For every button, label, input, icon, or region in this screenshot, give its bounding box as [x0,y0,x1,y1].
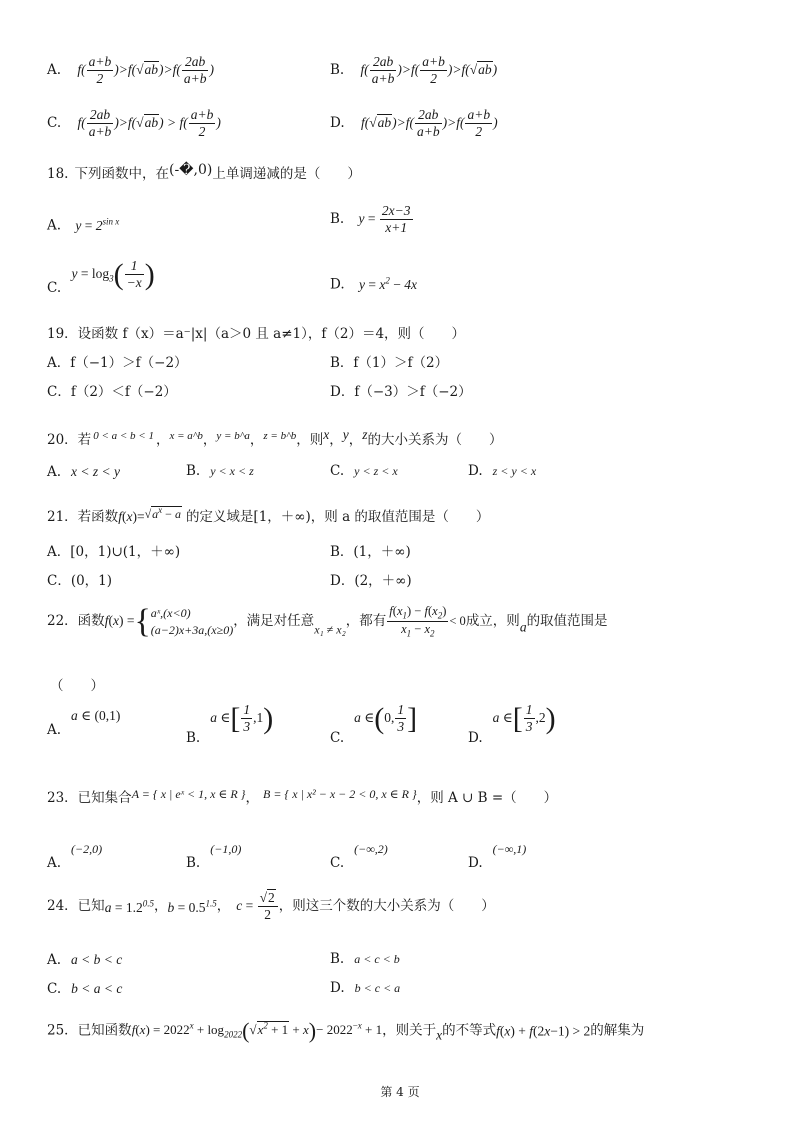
option-label: C. [47,114,62,131]
stem-text: 上单调递减的是（ ） [212,166,361,182]
option-label: C. [47,981,62,997]
option-expression: a < b < c [71,952,123,967]
option-label: A. [47,61,62,78]
option-expression: b < a < c [71,981,123,996]
difference-quotient: $\frac{f(x_1) - f(x_2)}{x_1 - x_2}$ < 0 [389,604,466,639]
q21-option-d: D．(2，＋∞) [330,573,412,589]
q22-stem [47,604,608,640]
q18-b-formula: y = $\frac{2x-3}{x+1}$ [358,203,411,236]
q20-option-a [47,465,120,480]
option-expression: (−∞,2) [354,842,388,856]
option-label: B. [186,855,201,871]
q24-option-b [330,953,400,967]
variable: a [519,619,527,635]
option-label: B. [330,61,345,78]
q17-c-formula: f( $\frac{2ab}{a+b}$ )>f(√ab) > f( $\frac{a+b}{2}$ ) [77,107,221,140]
q22-c-formula: a ∈(0, $\frac{1}{3}$ ] [354,701,418,735]
option-expression: (−∞,1) [492,842,527,856]
option-label: D. [330,276,345,293]
condition-expression: 0 < a < b < 1 [93,430,154,442]
q21-option-a: A．[0，1)∪(1，＋∞) [47,544,181,560]
set-a: A = { x | eˣ < 1, x ∈ R } [131,787,246,801]
q23-option-d [468,843,526,871]
stem-text: ，则 A ∪ B =（ ） [416,790,558,806]
option-expression: x < z < y [71,464,121,479]
q25-stem [47,1020,644,1042]
q23-option-a [47,843,102,871]
q19-option-c: C．f（2）＜f（−2） [47,384,177,400]
q22-option-b [186,702,273,745]
option-label: A. [47,722,62,738]
stem-text: ，都有 [345,613,387,630]
interval-expression: (-�,0) [168,162,213,178]
stem-text: ，则关于 [382,1022,437,1039]
q22-option-a [47,709,120,738]
q23-option-b [186,843,241,871]
q18-option-b [330,203,414,236]
q17-d-formula: f(√ab)>f( $\frac{2ab}{a+b}$ )>f( $\frac{a+b}{2}$ ) [360,107,498,140]
option-label: D. [468,463,483,479]
option-label: A. [47,217,62,234]
stem-text: 的解集为 [590,1022,645,1039]
stem-text: ，满足对任意 [233,613,315,630]
option-label: A. [47,952,62,968]
option-label: C. [330,855,345,871]
a-definition: $a = 1.2^{0.5}$ [104,898,154,915]
option-expression: y < x < z [210,464,254,478]
q18-stem [47,163,361,182]
q18-option-d [330,276,417,292]
option-label: C. [47,279,62,296]
q18-c-formula: $y = \log_3$( $\frac{1}{-x}$ ) [71,257,155,291]
x-definition: x = a^b [169,430,203,442]
c-definition: c = $\frac{√2}{2}$ [236,898,279,913]
q17-option-c [47,107,221,140]
q21-func: f(x)= [118,509,145,524]
q19-stem: 19．设函数 f（x）＝a⁻|x|（a＞0 且 a≠1），f（2）＝4，则（ ） [47,326,466,342]
set-b: B = { x | x² − x − 2 < 0, x ∈ R } [262,787,417,801]
q22-a-formula: a ∈ (0,1) [71,708,121,723]
q18-d-formula: $y = x^2 - 4x$ [358,275,417,292]
sqrt-expression: $√a^x - a$ [144,505,181,521]
q17-a-formula: f( $\frac{a+b}{2}$ )>f(√ab)>f( $\frac{2ab}{a+b}$ ) [77,54,214,87]
q22-answer-paren: （ ） [50,678,104,694]
q18-a-formula: $y = 2^{sin x}$ [75,216,120,233]
q23-stem: 23．已知集合A = { x | eˣ < 1, x ∈ R }， B = { x | x² − x − 2 < 0, x ∈ R }，则 A ∪ B =（ ） [47,787,558,806]
option-label: C. [330,463,345,479]
stem-text: ，则这三个数的大小关系为（ ） [278,897,495,914]
q22-option-d [468,702,556,745]
q24-stem: 24．已知$a = 1.2^{0.5}$，$b = 0.5^{1.5}$， c = $\frac{√2}{2}$ ，则这三个数的大小关系为（ ） [47,890,495,923]
variable: x [436,1027,443,1043]
stem-text: 下列函数中，在 [74,166,169,182]
option-label: B. [186,729,201,746]
q17-b-formula: f( $\frac{2ab}{a+b}$ )>f( $\frac{a+b}{2}$ )>f(√ab) [360,54,498,87]
question-number: 22．函数 [47,613,105,630]
q22-option-c [330,702,417,745]
option-label: B. [186,463,201,479]
q17-option-a [47,54,214,87]
z-definition: z = b^b [263,430,297,442]
q19-option-d: D．f（−3）＞f（−2） [330,384,472,400]
question-number: 20．若 [47,432,92,448]
option-expression: a < c < b [354,952,400,966]
piece-2: (a−2)x+3a,(x≥0) [150,622,234,637]
stem-text: 的定义域是[1，＋∞)，则 a 的取值范围是（ ） [185,509,490,525]
stem-text: 成立，则 [465,613,520,630]
q22-b-formula: a ∈[ $\frac{1}{3}$ ,1) [210,701,274,735]
b-definition: $b = 0.5^{1.5}$ [167,898,217,915]
page-footer: 第 4 页 [380,1085,420,1099]
q20-option-d [468,465,536,479]
question-number: 25．已知函数 [47,1022,132,1039]
option-label: A. [47,855,62,871]
option-label: D. [330,980,345,996]
q18-option-a [47,217,119,233]
question-number: 18. [47,166,69,182]
stem-text: 的不等式 [442,1022,497,1039]
option-expression: (−2,0) [71,842,103,856]
question-number: 23．已知集合 [47,790,132,806]
option-label: B. [330,951,345,967]
option-label: C. [330,729,345,746]
q20-stem: 20．若 $^{0 < a < b < 1}$ ，$^{x = a\^{}b}$，$^{y = b\^{}a}$，$^{z = b\^{}b}$，则x，y，z的大小关系为（ ） [47,427,503,448]
q21-stem [47,506,489,525]
piece-1: aˣ,(x<0) [150,606,191,620]
piecewise-function: f(x) ={ aˣ,(x<0) (a−2)x+3a,(x≥0) [104,602,234,640]
q20-option-b [186,465,254,479]
q23-option-c [330,843,388,871]
q22-d-formula: a ∈[ $\frac{1}{3}$ ,2) [492,701,556,735]
stem-text: 的大小关系为（ ） [367,432,503,448]
option-expression: z < y < x [492,464,537,478]
y-definition: y = b^a [216,430,250,442]
option-expression: b < c < a [354,981,401,995]
q24-option-d [330,982,400,996]
q25-function: $f(x) = 2022^x + \log_{2022}(√x^2 + 1 + x)- 2022^{-x} + 1$ [131,1018,383,1043]
q19-option-a: A．f（−1）＞f（−2） [47,355,188,371]
option-label: D. [468,855,483,871]
option-expression: (−1,0) [210,842,242,856]
q17-option-b [330,54,497,87]
q17-option-d [330,107,498,140]
question-number: 24．已知 [47,897,105,914]
q24-option-a [47,953,122,968]
option-label: B. [330,210,345,227]
q21-option-c: C．(0，1) [47,573,113,589]
q25-inequality: f(x) + f(2x−1) > 2 [496,1023,591,1039]
q20-option-c [330,465,398,479]
option-label: D. [330,114,345,131]
condition-expression: x₁ ≠ x₂ [314,622,346,637]
option-label: A. [47,464,62,480]
stem-text: 的取值范围是 [526,613,608,630]
q21-option-b: B．(1，＋∞) [330,544,411,560]
q18-option-c [47,258,155,295]
q24-option-c [47,982,122,997]
q19-option-b: B．f（1）＞f（2） [330,355,449,371]
option-label: D. [468,729,483,746]
option-expression: y < z < x [354,464,398,478]
question-number: 21．若函数 [47,509,119,525]
